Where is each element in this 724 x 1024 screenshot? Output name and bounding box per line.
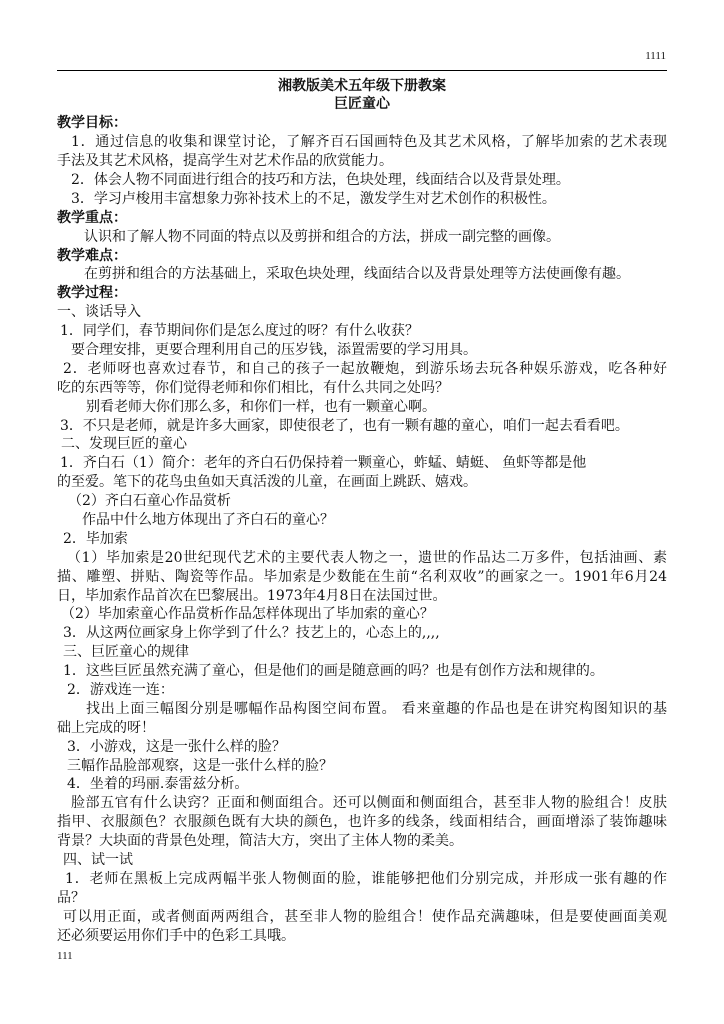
paragraph-line: 3．不只是老师，就是许多大画家，即使很老了，也有一颗有趣的童心，咱们一起去看看吧。 <box>60 417 629 434</box>
paragraph-line: 的至爱。笔下的花鸟虫鱼如天真活泼的儿童，在画面上跳跃、嬉戏。 <box>57 474 477 491</box>
paragraph-line: 三幅作品脸部观察，这是一张什么样的脸？ <box>67 757 333 774</box>
subsection-heading: 四、试一试 <box>63 852 133 869</box>
document-body <box>57 77 667 946</box>
paragraph-line: 脸部五官有什么诀窍？正面和侧面组合。还可以侧面和侧面组合，甚至非人物的脸组合！皮肤 <box>71 795 667 812</box>
paragraph-line: 还必须要运用你们手中的色彩工具哦。 <box>57 927 295 944</box>
subsection-heading: 二、发现巨匠的童心 <box>61 436 187 453</box>
paragraph-line: 手法及其艺术风格，提高学生对艺术作品的欣赏能力。 <box>57 153 393 170</box>
document-title: 湘教版美术五年级下册教案 <box>278 77 446 94</box>
paragraph-line: 2．老师呀也喜欢过春节，和自己的孩子一起放鞭炮，到游乐场去玩各种娱乐游戏，吃各种好 <box>63 360 667 377</box>
header-rule <box>57 70 667 71</box>
paragraph-line: （2）毕加索童心作品赏析作品怎样体现出了毕加索的童心？ <box>61 606 434 623</box>
paragraph-line: 2．游戏连一连： <box>67 682 174 698</box>
paragraph-line: 1．通过信息的收集和课堂讨论，了解齐百石国画特色及其艺术风格，了解毕加索的艺术表现 <box>71 134 667 151</box>
section-heading-key-points: 教学重点： <box>57 209 127 226</box>
paragraph-line: 认识和了解人物不同面的特点以及剪拼和组合的方法，拼成一副完整的画像。 <box>84 228 560 245</box>
subsection-heading: 三、巨匠童心的规律 <box>63 644 189 661</box>
header-page-number: 1111 <box>645 50 666 62</box>
paragraph-line: 在剪拼和组合的方法基础上，采取色块处理，线面结合以及背景处理等方法使画像有趣。 <box>84 266 630 283</box>
paragraph-line: 4．坐着的玛丽.泰雷兹分析。 <box>67 776 249 793</box>
paragraph-line: 1．老师在黑板上完成两幅半张人物侧面的脸，谁能够把他们分别完成，并形成一张有趣的作 <box>65 870 667 887</box>
paragraph-line: 找出上面三幅图分别是哪幅作品构图空间布置。 看来童趣的作品也是在讲究构图知识的基 <box>86 700 667 717</box>
paragraph-line: 2．毕加索 <box>63 530 128 547</box>
paragraph-line: 要合理安排，更要合理利用自己的压岁钱，添置需要的学习用具。 <box>71 341 477 358</box>
paragraph-line: 1．这些巨匠虽然充满了童心，但是他们的画是随意画的吗？也是有创作方法和规律的。 <box>63 663 604 680</box>
paragraph-line: 吃的东西等等，你们觉得老师和你们相比，有什么共同之处吗？ <box>57 379 449 396</box>
section-heading-objectives: 教学目标： <box>57 115 127 132</box>
paragraph-line: 指甲、衣服颜色？衣服颜色既有大块的颜色，也许多的线条，线面相结合，画面增添了装饰趣味 <box>57 814 667 831</box>
paragraph-line: 作品中什么地方体现出了齐白石的童心？ <box>82 511 334 528</box>
section-heading-process: 教学过程： <box>57 285 127 302</box>
paragraph-line: 1．齐白石（1）简介：老年的齐白石仍保持着一颗童心，蚱蜢、蜻蜓、 鱼虾等都是他 <box>60 455 587 472</box>
paragraph-line: 础上完成的呀！ <box>57 719 155 736</box>
paragraph-line: 2．体会人物不同面进行组合的技巧和方法，色块处理，线面结合以及背景处理。 <box>71 171 570 188</box>
paragraph-line: 日，毕加索作品首次在巴黎展出。1973年4月8日在法国过世。 <box>57 587 447 604</box>
paragraph-line: 别看老师大你们那么多，和你们一样，也有一颗童心啊。 <box>86 398 436 415</box>
paragraph-line: （2）齐白石童心作品赏析 <box>68 493 231 510</box>
footer-page-number: 111 <box>57 950 73 962</box>
document-subtitle: 巨匠童心 <box>334 96 390 113</box>
paragraph-line: 背景？大块面的背景色处理，简洁大方，突出了主体人物的柔美。 <box>57 833 463 850</box>
subsection-heading: 一、谈话导入 <box>57 304 141 321</box>
paragraph-line: 品？ <box>57 889 85 906</box>
paragraph-line: 可以用正面，或者侧面两两组合，甚至非人物的脸组合！使作品充满趣味，但是要使画面美观 <box>63 908 667 925</box>
section-heading-difficulties: 教学难点： <box>57 247 127 264</box>
paragraph-line: 3．学习卢梭用丰富想象力弥补技术上的不足，激发学生对艺术创作的积极性。 <box>71 190 556 207</box>
paragraph-line: 描、雕塑、拼贴、陶瓷等作品。毕加索是少数能在生前“名利双收”的画家之一。1901年6月24 <box>57 568 667 585</box>
paragraph-line: 3．从这两位画家身上你学到了什么？技艺上的，心态上的,,,, <box>63 625 440 642</box>
paragraph-line: （1）毕加索是20世纪现代艺术的主要代表人物之一，遗世的作品达二万多件，包括油画、素 <box>67 549 667 566</box>
paragraph-line: 3．小游戏，这是一张什么样的脸？ <box>67 738 286 755</box>
paragraph-line: 1．同学们，春节期间你们是怎么度过的呀？有什么收获？ <box>60 323 419 340</box>
